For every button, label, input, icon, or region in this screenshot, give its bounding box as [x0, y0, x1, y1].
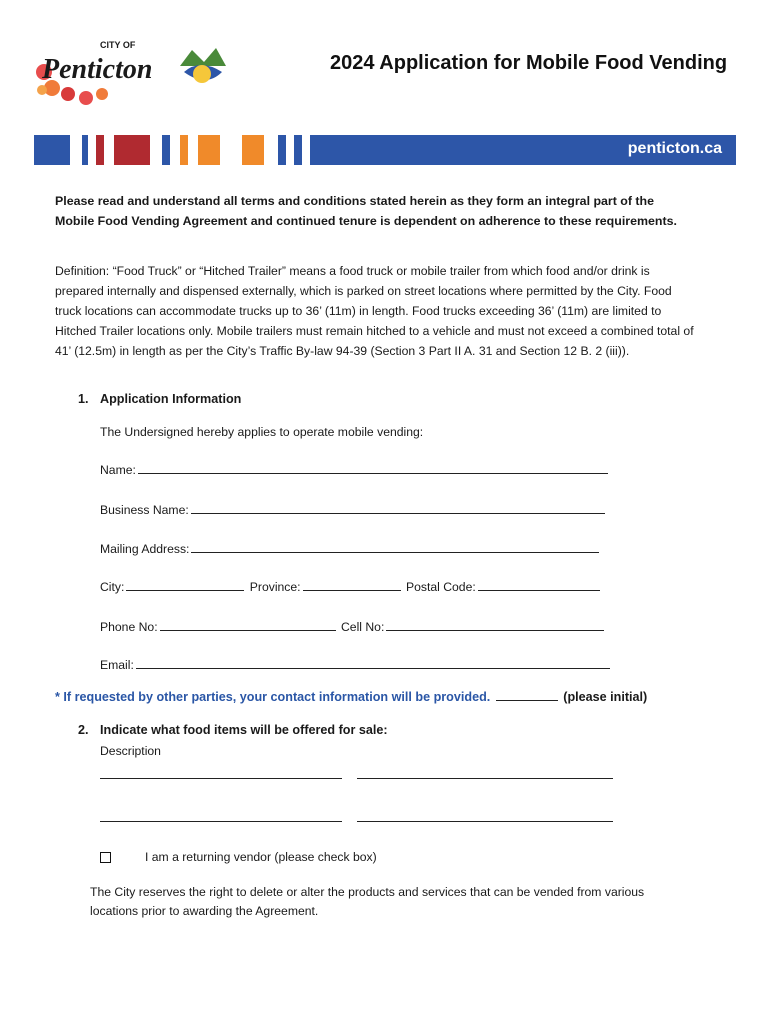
logo-wordmark: Penticton	[42, 54, 153, 85]
mailing-address-field	[100, 541, 601, 556]
banner-block-orange	[242, 135, 264, 165]
email-field	[100, 657, 612, 672]
returning-vendor-label: I am a returning vendor (please check box)	[145, 850, 377, 864]
city-province-postal-row	[100, 579, 602, 594]
asterisk: *	[55, 690, 60, 704]
banner-block-red	[114, 135, 150, 165]
banner-stripe	[82, 135, 88, 165]
reserve-paragraph: The City reserves the right to delete or alter the products and services that can be vended from various locations prior to awarding the Agreement.	[90, 885, 645, 918]
initial-input-line[interactable]	[496, 689, 558, 701]
document-title: 2024 Application for Mobile Food Vending	[330, 52, 728, 74]
section-lead: The Undersigned hereby applies to operate mobile vending:	[100, 425, 424, 439]
name-label: Name:	[100, 463, 136, 477]
banner-block-url	[310, 135, 736, 165]
mailing-address-input-line[interactable]	[191, 541, 599, 553]
website-link[interactable]: penticton.ca	[627, 140, 722, 157]
phone-row	[100, 619, 606, 634]
banner-stripe	[96, 135, 104, 165]
mailing-address-label: Mailing Address:	[100, 542, 190, 556]
postal-code-input-line[interactable]	[478, 579, 600, 591]
province-input-line[interactable]	[303, 579, 401, 591]
banner-block-orange	[198, 135, 220, 165]
returning-vendor-checkbox[interactable]	[100, 852, 111, 863]
section-number: 2.	[78, 723, 89, 737]
section-number: 1.	[78, 392, 89, 406]
banner-stripe	[294, 135, 302, 165]
cell-input-line[interactable]	[386, 619, 604, 631]
contact-note-text: If requested by other parties, your contact information will be provided.	[63, 690, 491, 704]
section-title: Application Information	[100, 392, 242, 406]
business-name-input-line[interactable]	[191, 502, 605, 514]
banner	[34, 135, 736, 165]
description-line[interactable]	[100, 777, 342, 779]
banner-stripe	[162, 135, 170, 165]
email-label: Email:	[100, 658, 134, 672]
name-field	[100, 462, 610, 477]
city-input-line[interactable]	[126, 579, 244, 591]
cell-label: Cell No:	[340, 620, 385, 634]
banner-block-blue	[34, 135, 70, 165]
city-label: City:	[100, 580, 125, 594]
phone-input-line[interactable]	[160, 619, 336, 631]
phone-label: Phone No:	[100, 620, 158, 634]
logo-small-text: CITY OF	[100, 40, 136, 50]
city-logo	[30, 36, 230, 108]
banner-stripe	[278, 135, 286, 165]
email-input-line[interactable]	[136, 657, 610, 669]
province-label: Province:	[249, 580, 301, 594]
business-name-field	[100, 502, 607, 517]
description-line[interactable]	[357, 820, 613, 822]
banner-stripe	[180, 135, 188, 165]
business-name-label: Business Name:	[100, 503, 189, 517]
name-input-line[interactable]	[138, 462, 608, 474]
section-title: Indicate what food items will be offered for sale:	[100, 723, 388, 737]
definition-paragraph: Definition: “Food Truck” or “Hitched Trailer” means a food truck or mobile trailer from which food and/or drink is prepared internally and dispensed externally, which is parked on street locations where permitted by the City. Food truck locations can accommodate trucks up to 36’ (11m) in length. Food trucks exceeding 36’ (11m) are limited to Hitched Trailer locations only. Mobile trailers must remain hitched to a vehicle and must not exceed a combined total of 41’ (12.5m) in length as per the City’s Traffic By-law 94-39 (Section 3 Part II A. 31 and Section 12 B. 2 (iii)).	[55, 264, 694, 358]
description-line[interactable]	[357, 777, 613, 779]
contact-note	[55, 689, 647, 704]
intro-paragraph: Please read and understand all terms and conditions stated herein as they form an integral part of the Mobile Food Vending Agreement and continued tenure is dependent on adherence to these requirements.	[55, 194, 677, 228]
description-line[interactable]	[100, 820, 342, 822]
logo-graphic	[30, 36, 230, 108]
postal-code-label: Postal Code:	[405, 580, 476, 594]
description-label: Description	[100, 744, 161, 758]
contact-note-suffix: (please initial)	[563, 690, 648, 704]
